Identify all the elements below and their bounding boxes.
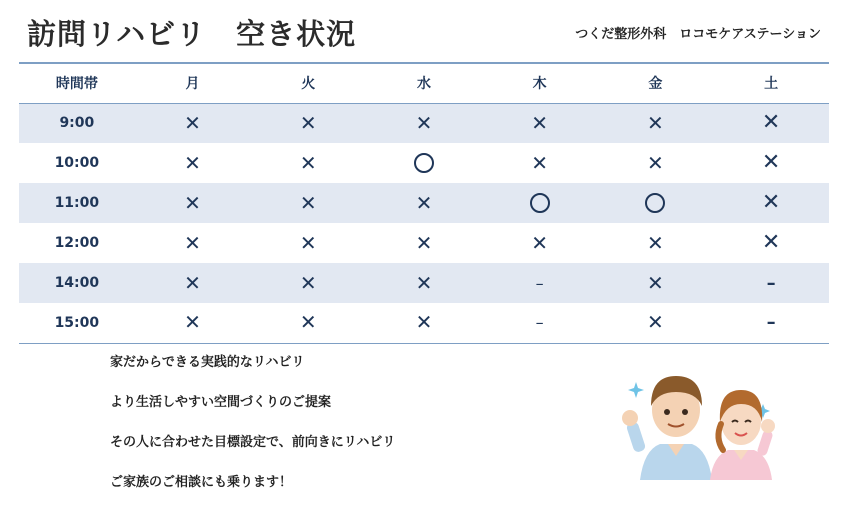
unavailable-cross-icon: ✕ xyxy=(646,230,664,255)
unavailable-cross-icon: ✕ xyxy=(299,190,317,215)
unavailable-cross-icon: ✕ xyxy=(646,310,664,335)
availability-cell xyxy=(250,263,366,303)
availability-cell xyxy=(713,103,829,143)
availability-cell xyxy=(135,143,251,183)
unavailable-cross-icon: ✕ xyxy=(415,310,433,335)
unavailable-cross-icon: ✕ xyxy=(299,150,317,175)
table-row xyxy=(19,103,829,143)
availability-cell xyxy=(713,143,829,183)
availability-cell xyxy=(135,103,251,143)
availability-cell xyxy=(250,223,366,263)
table-row xyxy=(19,143,829,183)
table-row xyxy=(19,183,829,223)
header-sat: 土 xyxy=(764,76,779,93)
header-time: 時間帯 xyxy=(55,76,98,93)
availability-table xyxy=(19,62,829,344)
note-item: 家だからできる実践的なリハビリ xyxy=(110,355,305,370)
availability-cell xyxy=(482,103,598,143)
availability-cell xyxy=(135,303,251,343)
header-tue: 火 xyxy=(301,76,316,93)
availability-cell xyxy=(135,263,251,303)
availability-cell xyxy=(482,183,598,223)
unavailable-cross-icon: ✕ xyxy=(761,230,781,255)
availability-cell xyxy=(250,103,366,143)
availability-cell xyxy=(598,263,714,303)
unavailable-cross-icon: ✕ xyxy=(299,310,317,335)
unavailable-cross-icon: ✕ xyxy=(184,190,201,215)
unavailable-cross-icon: ✕ xyxy=(415,270,433,295)
availability-cell xyxy=(482,263,598,303)
availability-cell xyxy=(366,263,482,303)
availability-cell xyxy=(598,183,714,223)
not-offered-dash-icon: – xyxy=(535,313,544,333)
therapists-illustration xyxy=(618,360,778,480)
unavailable-cross-icon: ✕ xyxy=(184,230,201,255)
time-slot-label: 15:00 xyxy=(54,314,100,331)
availability-cell xyxy=(250,143,366,183)
availability-cell xyxy=(482,223,598,263)
note-item: その人に合わせた目標設定で、前向きにリハビリ xyxy=(110,435,396,450)
available-circle-icon xyxy=(414,153,434,173)
unavailable-cross-icon: ✕ xyxy=(646,150,664,175)
unavailable-cross-icon: ✕ xyxy=(299,230,317,255)
availability-cell xyxy=(713,263,829,303)
time-slot-label: 12:00 xyxy=(54,235,100,251)
unavailable-cross-icon: ✕ xyxy=(299,270,317,295)
not-offered-dash-icon: – xyxy=(766,272,776,294)
page-title: 訪問リハビリ 空き状況 xyxy=(27,17,357,51)
clinic-name: つくだ整形外科 ロコモケアステーション xyxy=(575,27,821,42)
unavailable-cross-icon: ✕ xyxy=(415,190,433,215)
availability-cell xyxy=(135,183,251,223)
unavailable-cross-icon: ✕ xyxy=(184,110,201,135)
time-slot-label: 14:00 xyxy=(54,275,100,291)
unavailable-cross-icon: ✕ xyxy=(184,150,201,175)
unavailable-cross-icon: ✕ xyxy=(184,310,201,335)
header-wed: 水 xyxy=(416,76,431,93)
available-circle-icon xyxy=(530,193,550,213)
available-circle-icon xyxy=(645,193,665,213)
availability-cell xyxy=(713,183,829,223)
availability-cell xyxy=(482,143,598,183)
female-therapist-figure xyxy=(710,390,775,480)
availability-cell xyxy=(713,223,829,263)
unavailable-cross-icon: ✕ xyxy=(646,270,664,295)
time-slot-label: 11:00 xyxy=(54,195,100,211)
note-item: ご家族のご相談にも乗ります！ xyxy=(110,475,293,490)
availability-cell xyxy=(713,303,829,343)
table-body xyxy=(19,103,829,343)
unavailable-cross-icon: ✕ xyxy=(531,230,549,255)
header-fri: 金 xyxy=(648,76,663,93)
availability-cell xyxy=(482,303,598,343)
unavailable-cross-icon: ✕ xyxy=(531,150,549,175)
unavailable-cross-icon: ✕ xyxy=(761,190,781,215)
sparkle-icon xyxy=(628,382,644,398)
time-slot-label: 10:00 xyxy=(54,155,100,171)
availability-cell xyxy=(366,223,482,263)
availability-cell xyxy=(598,103,714,143)
time-slot-label: 9:00 xyxy=(59,115,95,132)
header-mon: 月 xyxy=(185,76,200,93)
availability-cell xyxy=(135,223,251,263)
availability-cell xyxy=(366,303,482,343)
unavailable-cross-icon: ✕ xyxy=(299,110,317,135)
unavailable-cross-icon: ✕ xyxy=(761,110,781,136)
unavailable-cross-icon: ✕ xyxy=(184,270,201,295)
table-row xyxy=(19,263,829,303)
unavailable-cross-icon: ✕ xyxy=(646,110,664,135)
table-row xyxy=(19,303,829,343)
availability-cell xyxy=(598,143,714,183)
not-offered-dash-icon: – xyxy=(766,312,776,334)
note-item: より生活しやすい空間づくりのご提案 xyxy=(110,395,332,410)
table-row xyxy=(19,223,829,263)
availability-table-wrapper xyxy=(19,62,829,344)
unavailable-cross-icon: ✕ xyxy=(531,110,549,135)
unavailable-cross-icon: ✕ xyxy=(415,110,433,135)
availability-cell xyxy=(250,183,366,223)
availability-cell xyxy=(250,303,366,343)
not-offered-dash-icon: – xyxy=(535,273,544,293)
availability-cell xyxy=(598,223,714,263)
header-row xyxy=(19,63,829,103)
header-thu: 木 xyxy=(532,76,547,93)
availability-cell xyxy=(366,103,482,143)
availability-cell xyxy=(598,303,714,343)
availability-cell xyxy=(366,143,482,183)
availability-cell xyxy=(366,183,482,223)
unavailable-cross-icon: ✕ xyxy=(415,230,433,255)
feature-notes xyxy=(110,352,395,512)
unavailable-cross-icon: ✕ xyxy=(761,150,781,175)
